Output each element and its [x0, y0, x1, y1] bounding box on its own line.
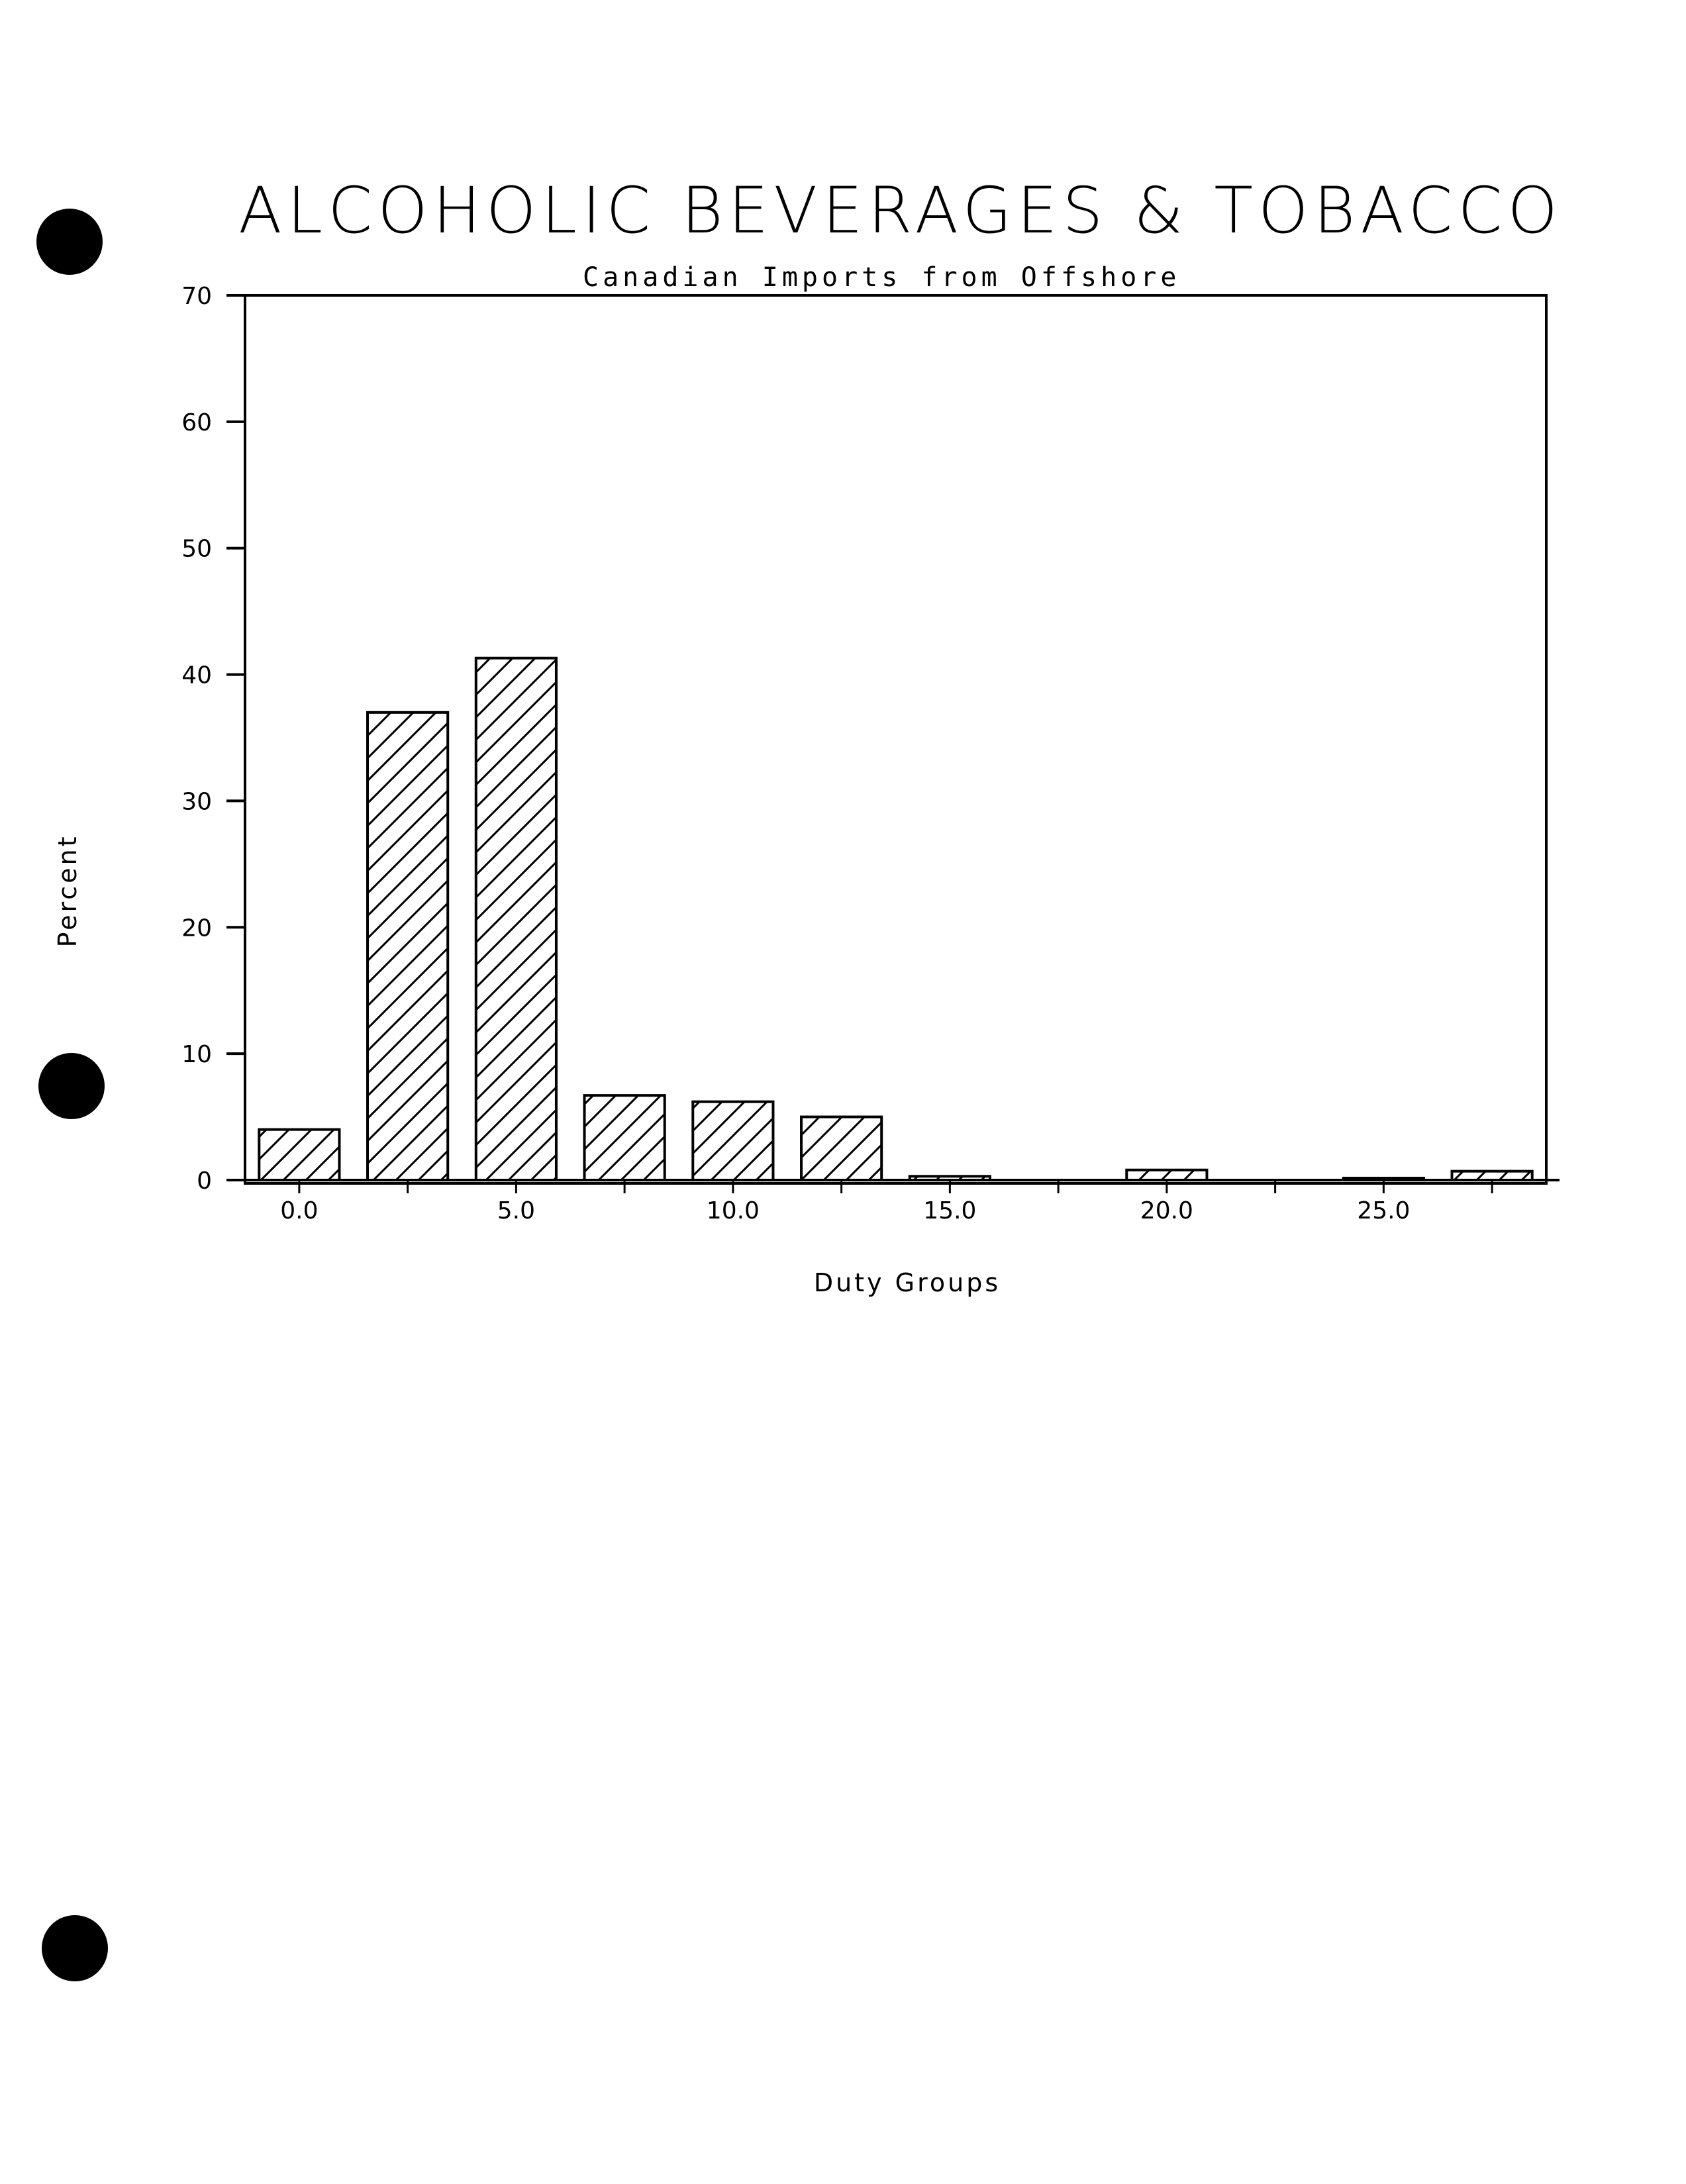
x-tick-label: 0.0 — [280, 1197, 319, 1224]
bar — [368, 713, 448, 1180]
bar — [693, 1102, 773, 1180]
chart-title: ALCOHOLIC BEVERAGES & TOBACCO — [238, 174, 1563, 248]
y-tick-label: 30 — [181, 788, 212, 816]
bar — [1452, 1171, 1532, 1180]
y-tick-label: 40 — [181, 662, 212, 689]
y-axis — [181, 283, 245, 1195]
y-tick-label: 60 — [181, 409, 212, 436]
bar — [259, 1130, 339, 1180]
bar — [801, 1117, 881, 1180]
bar — [1344, 1178, 1424, 1180]
chart-subtitle: Canadian Imports from Offshore — [583, 262, 1181, 293]
y-tick-label: 70 — [181, 283, 212, 310]
bar — [476, 658, 556, 1180]
x-tick-label: 5.0 — [497, 1197, 536, 1224]
y-axis-label: Percent — [53, 834, 82, 948]
x-tick-label: 15.0 — [923, 1197, 977, 1224]
bar — [910, 1176, 990, 1180]
bar — [585, 1095, 665, 1180]
bar — [1126, 1170, 1207, 1180]
x-tick-label: 10.0 — [706, 1197, 760, 1224]
x-axis-label: Duty Groups — [813, 1268, 1001, 1297]
x-axis — [238, 1180, 1560, 1224]
y-tick-label: 0 — [197, 1167, 212, 1195]
x-tick-label: 20.0 — [1140, 1197, 1193, 1224]
bars-group — [259, 658, 1532, 1180]
y-tick-label: 20 — [181, 915, 212, 942]
y-tick-label: 10 — [181, 1041, 212, 1069]
x-tick-label: 25.0 — [1357, 1197, 1411, 1224]
y-tick-label: 50 — [181, 535, 212, 563]
